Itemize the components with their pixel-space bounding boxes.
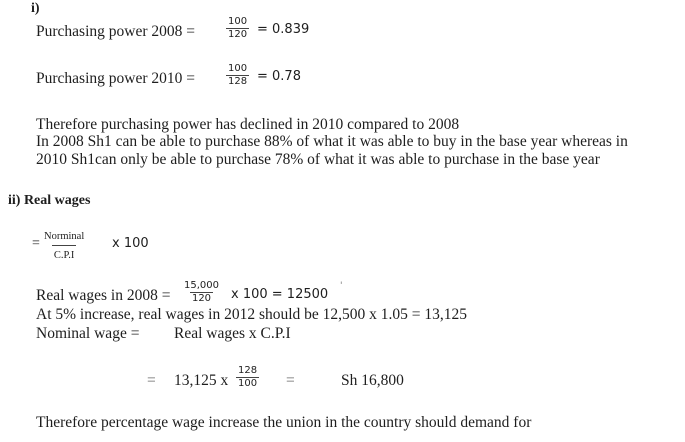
conclusion-line-1: Therefore purchasing power has declined in 2010 compared to 2008 <box>36 116 460 133</box>
real-wage-formula-fraction <box>42 231 86 262</box>
calc-equals-2: = <box>286 372 295 389</box>
calc-equals-1: = <box>147 372 156 389</box>
fraction-denominator: C.P.I <box>52 245 76 262</box>
fraction-denominator: 120 <box>191 293 212 304</box>
purchasing-power-2010-label: Purchasing power 2010 = <box>36 70 195 87</box>
conclusion-line-2: In 2008 Sh1 can be able to purchase 88% of what it was able to buy in the base year whereas in <box>36 133 628 150</box>
part-i-label: i) <box>31 1 40 16</box>
fraction-numerator: Norminal <box>44 231 85 242</box>
final-statement: Therefore percentage wage increase the union in the country should demand for <box>36 414 532 431</box>
real-wages-heading: ii) Real wages <box>8 193 91 208</box>
fraction-numerator: 100 <box>228 63 248 74</box>
real-wages-2008-fraction <box>182 280 221 305</box>
purchasing-power-2008-result: = 0.839 <box>257 22 310 37</box>
nominal-wage-value: Real wages x C.P.I <box>174 325 291 342</box>
calc-lhs: 13,125 x <box>174 372 229 389</box>
fraction-numerator: 15,000 <box>184 280 219 291</box>
conclusion-line-3: 2010 Sh1can only be able to purchase 78% of what it was able to purchase in the base year <box>36 151 600 168</box>
formula-equals: = <box>32 236 40 251</box>
formula-multiplier: x 100 <box>112 236 149 251</box>
purchasing-power-2008-fraction <box>226 16 249 41</box>
purchasing-power-2010-fraction <box>226 63 249 88</box>
real-wages-2008-result: x 100 = 12500 <box>231 287 329 302</box>
nominal-wage-label: Nominal wage = <box>36 325 140 342</box>
purchasing-power-2008-label: Purchasing power 2008 = <box>36 23 195 40</box>
calc-fraction <box>236 365 259 390</box>
calc-result: Sh 16,800 <box>341 372 404 389</box>
purchasing-power-2010-result: = 0.78 <box>257 69 301 84</box>
fraction-denominator: 120 <box>228 29 248 40</box>
increase-statement: At 5% increase, real wages in 2012 should be 12,500 x 1.05 = 13,125 <box>36 306 468 323</box>
fraction-denominator: 128 <box>228 76 248 87</box>
stray-mark: ' <box>340 281 343 291</box>
fraction-numerator: 128 <box>238 365 258 376</box>
fraction-denominator: 100 <box>238 378 258 389</box>
real-wages-2008-label: Real wages in 2008 = <box>36 287 171 304</box>
fraction-numerator: 100 <box>228 16 248 27</box>
